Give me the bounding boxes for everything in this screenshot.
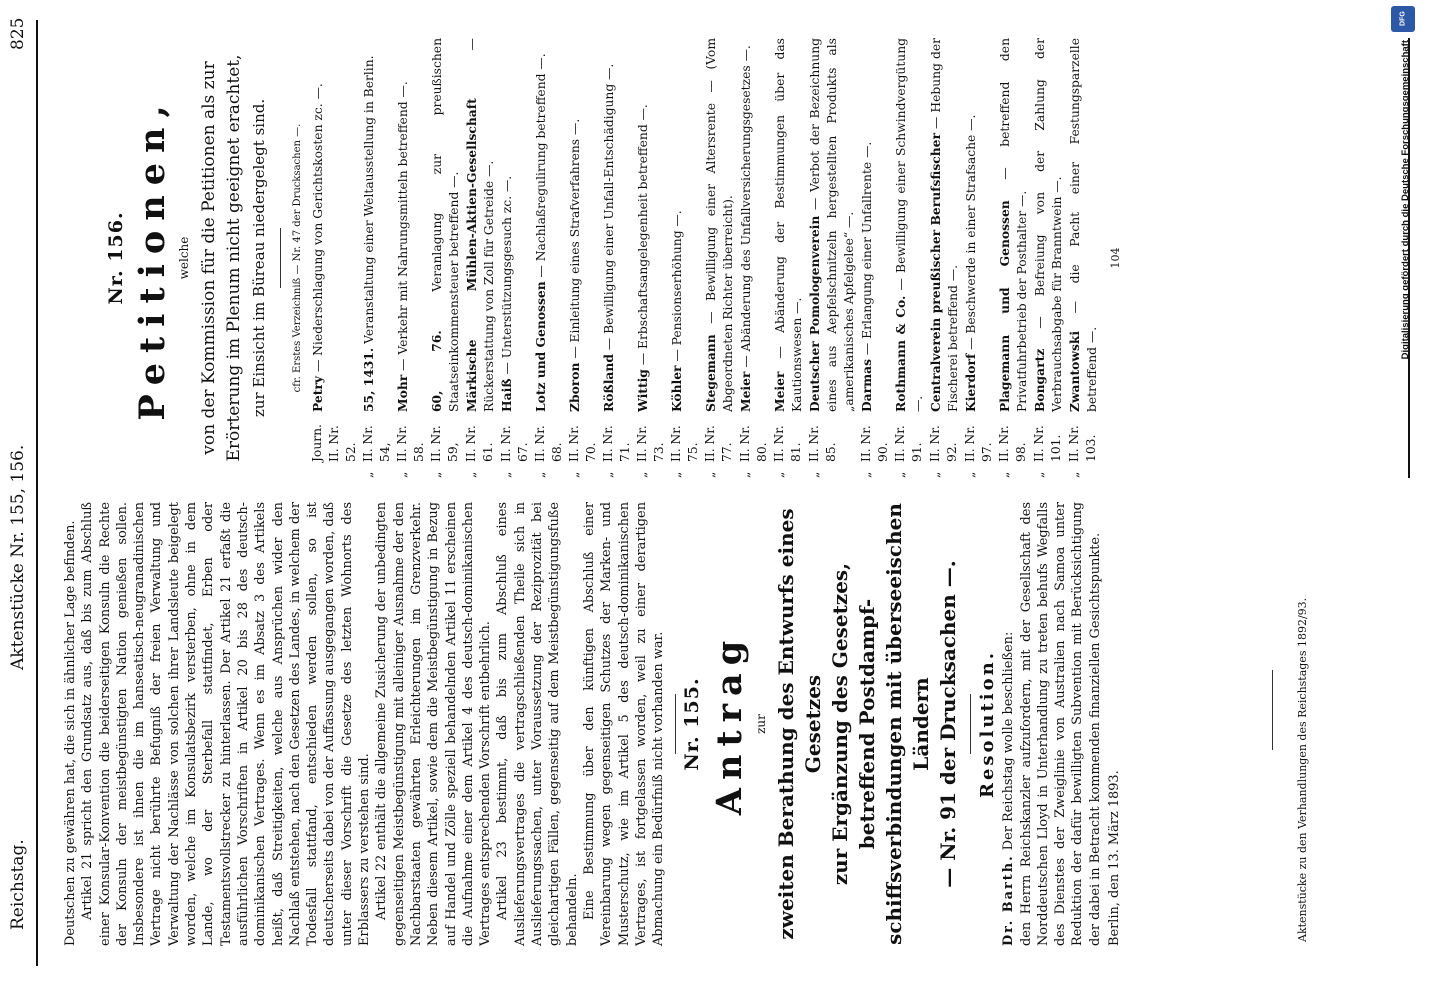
quote-mark: „ xyxy=(634,471,649,478)
petitioner-name: Lotz und Genossen xyxy=(532,281,548,412)
petition-text xyxy=(962,38,996,412)
petitioner-name: Meier xyxy=(737,371,753,412)
petitioner-name: Zboron xyxy=(566,362,582,412)
quote-mark: „ xyxy=(532,471,547,478)
resolution-text: den Herrn Reichskanzler aufzufordern, mit der Gesellschaft des Norddeutschen Lloyd in Unterhandlung zu treten behufs Wegfalls des Dienstes der Zweiglinie von Australien nach Samoa unter Reduktion der dafür bewilligten Subvention mit Berücksichtigung der dabei in Betracht kommenden finanziellen Gesichtspunkte. xyxy=(1018,502,1103,946)
header-center: Aktenstücke Nr. 155, 156. xyxy=(8,444,28,670)
petitioner-name: Deutscher Pomologenverein xyxy=(806,215,822,412)
petitioner-name: 60, 76. xyxy=(428,330,444,412)
subject-line: schiffsverbindungen mit überseeischen Ländern xyxy=(881,503,933,945)
petition-entry xyxy=(1066,38,1101,478)
petition-entry xyxy=(1031,38,1066,478)
petition-subject: — Verbot der Bezeichnung eines aus Aepfelschnitzeln hergestellten Produkts als „amerikanisches Apfelgelee“ —. xyxy=(807,38,856,412)
quote-mark: „ xyxy=(1031,471,1046,478)
petition-text xyxy=(498,38,532,412)
quote-mark: „ xyxy=(702,471,717,478)
petition-entry xyxy=(806,38,858,478)
journal-number: II. Nr. 59, xyxy=(428,425,460,462)
journal-number: II. Nr. 90. xyxy=(858,425,890,462)
journal-number: II. Nr. 54, xyxy=(360,425,392,462)
quote-mark: „ xyxy=(996,471,1011,478)
quote-mark: „ xyxy=(927,471,942,478)
journal-number: II. Nr. 73. xyxy=(634,425,666,462)
right-column xyxy=(62,38,1124,478)
document-title-petitionen: Petitionen, xyxy=(132,95,174,421)
petition-entry xyxy=(532,38,566,478)
petition-entry xyxy=(428,38,463,478)
petition-text xyxy=(309,38,360,412)
petition-text xyxy=(394,38,428,412)
petition-entry xyxy=(394,38,428,478)
petition-subject: — betreffend den Privatfuhrbetrieb der Posthalter —. xyxy=(997,38,1029,412)
continuation-paragraph: Deutschen zu gewähren hat, die sich in ähnlicher Lage befinden. xyxy=(63,520,78,946)
petition-text xyxy=(532,38,566,412)
quote-mark: „ xyxy=(600,471,615,478)
petition-entry xyxy=(634,38,668,478)
petition-subject: — Abänderung des Unfallversicherungsgesetzes —. xyxy=(738,45,753,368)
petition-subject: — Hebung der Fischerei betreffend —. xyxy=(928,38,960,412)
journal-number: II. Nr. 98. xyxy=(996,425,1028,462)
description-line: von der Kommission für die Petitionen als zur xyxy=(198,61,219,455)
petition-text xyxy=(428,38,463,412)
petition-entry xyxy=(600,38,634,478)
petition-text xyxy=(771,38,806,412)
petitioner-name: Bongartz xyxy=(1031,348,1047,412)
quote-mark: „ xyxy=(360,471,375,478)
petitioner-name: Haiß xyxy=(498,378,514,412)
petition-text xyxy=(566,38,600,412)
petition-list xyxy=(309,38,1101,478)
journal-number: II. Nr. 68. xyxy=(532,425,564,462)
document-number-155: Nr. 155. xyxy=(681,677,704,771)
quote-mark: „ xyxy=(962,471,977,478)
petitioner-name: 55, 1431. xyxy=(360,347,376,412)
petition-entry xyxy=(566,38,600,478)
petition-entry xyxy=(996,38,1031,478)
page-signature: 104 xyxy=(1108,247,1122,269)
petitioner-name: Rothmann & Co. xyxy=(892,295,908,412)
journal-number: II. Nr. 67. xyxy=(498,425,530,462)
journal-number: II. Nr. 75. xyxy=(668,425,700,462)
petition-entry xyxy=(892,38,927,478)
article-22-paragraph: Artikel 22 enthält die allgemeine Zusicherung der unbedingten gegenseitigen Meistbegünstigung mit alleiniger Ausnahme der den Nachbarstaaten gewährten Erleichterungen im Grenzverkehr. Neben diesem Artikel, sowie dem die Meistbegünstigung in Bezug auf Handel und Zölle speziell behandelnden Artikel 11 erscheinen die Aufnahme einer dem Artikel 4 des deutsch-dominikanischen Vertrages entsprechenden Vorschrift entbehrlich. xyxy=(374,502,494,946)
article-23-paragraph: Artikel 23 bestimmt, daß bis zum Abschluß eines Auslieferungsvertrages die vertragschließenden Theile sich in Auslieferungssachen, unter Voraussetzung der Reziprozität bei gleichartigen Fällen, gegenseitig auf dem Meistbegünstigungsfuße behandeln. xyxy=(495,502,580,946)
petitioner-name: Centralverein preußischer Berufsfischer xyxy=(927,133,943,412)
journal-number: II. Nr. 92. xyxy=(927,425,959,462)
petitioner-name: Köhler xyxy=(668,365,684,412)
petition-text xyxy=(927,38,962,412)
petitioner-name: Kierdorf xyxy=(962,353,978,412)
footer-rule xyxy=(1272,670,1273,750)
journal-number: II. Nr. 91. xyxy=(892,425,924,462)
petition-entry xyxy=(927,38,962,478)
quote-mark: „ xyxy=(463,471,478,478)
quote-mark: „ xyxy=(668,471,683,478)
quote-mark: „ xyxy=(892,471,907,478)
petition-subject: — Einleitung eines Strafverfahrens —. xyxy=(567,118,582,359)
quote-mark: „ xyxy=(394,471,409,478)
petition-entry xyxy=(858,38,892,478)
zur-label: zur xyxy=(753,714,768,734)
quote-mark: „ xyxy=(1066,471,1081,478)
petitioner-name: Märkische Mühlen-Aktien-Gesellschaft xyxy=(463,98,479,412)
petitioner-name: Meier xyxy=(771,371,787,412)
petition-subject: Veranlagung zur preußischen Staatseinkommensteuer betreffend —. xyxy=(429,38,461,412)
journal-number: II. Nr. 61. xyxy=(463,425,495,462)
digitization-stamp: Digitalisierung gefördert durch die Deutsche Forschungsgemeinschaft xyxy=(1400,40,1411,360)
petition-entry xyxy=(360,38,394,478)
petition-subject: — Erbschaftsangelegenheit betreffend —. xyxy=(635,104,650,366)
petitioner-name: Rößland xyxy=(600,354,616,412)
petition-entry xyxy=(771,38,806,478)
petition-subject: — Abänderung der Bestimmungen über das Kautionswesen —. xyxy=(772,38,804,412)
petition-subject: — Rückerstattung von Zoll für Getreide —. xyxy=(464,38,496,412)
petition-subject: Veranstaltung einer Weltausstellung in Berlin. xyxy=(361,55,376,344)
journal-number: II. Nr. 70. xyxy=(566,425,598,462)
petition-subject: — Bewilligung einer Altersrente — (Vom Abgeordneten Richter überreicht). xyxy=(703,38,735,412)
journal-number: II. Nr. 58. xyxy=(394,425,426,462)
petition-text xyxy=(600,38,634,412)
petition-text xyxy=(702,38,737,412)
petition-text xyxy=(737,38,771,412)
petition-entry xyxy=(309,38,360,478)
quote-mark: „ xyxy=(498,471,513,478)
date-line: Berlin, den 13. März 1893. xyxy=(1107,770,1123,946)
petition-text xyxy=(668,38,702,412)
petition-text xyxy=(634,38,668,412)
closing-paragraph: Eine Bestimmung über den künftigen Abschluß einer Vereinbarung wegen gegenseitigen Schutzes der Marken- und Musterschutz, wie im Artikel 5 des deutsch-dominikanischen Vertrages, ist fortgelassen worden, weil zu einer derartigen Abmachung ein Bedürfniß nicht vorhanden war. xyxy=(581,502,667,946)
petition-entry xyxy=(463,38,498,478)
description-line: zur Einsicht im Büreau niedergelegt sind. xyxy=(249,98,268,418)
petition-text xyxy=(996,38,1031,412)
petition-text xyxy=(892,38,927,412)
petition-entry xyxy=(702,38,737,478)
petition-entry xyxy=(962,38,996,478)
article-21-paragraph: Artikel 21 spricht den Grundsatz aus, daß bis zum Abschluß einer Konsular-Konvention die beiderseitigen Konsuln die Rechte der Konsuln der meistbegünstigten Nation genießen sollen. Insbesondere ist ihnen die im hanseatisch-neugranadinischen Vertrage nicht berührte Befugniß der freien Verwaltung und Verwaltung der Nachlässe von solchen ihrer Landsleute beigelegt worden, welche im Konsulatsbezirk versterben, ohne in dem Lande, wo der Sterbefall stattfindet, Erben oder Testamentsvollstrecker zu hinterlassen. Der Artikel 21 erfaßt die ausführlichen Vorschriften in Artikel 20 bis 28 des deutsch-dominikanischen Vertrages. Wenn es im Absatz 3 des Artikels heißt, daß Streitigkeiten, welche aus Ansprüchen wider den Nachlaß entstehen, nach den Gesetzen des Landes, in welchem der Todesfall stattfand, entschieden werden sollen, so ist deutscherseits dabei von der Auffassung ausgegangen worden, daß unter dieser Vorschrift die Gesetze des letzten Wohnorts des Erblassers zu verstehen sind. xyxy=(80,502,373,946)
quote-mark: „ xyxy=(737,471,752,478)
quote-mark: „ xyxy=(566,471,581,478)
petition-entry xyxy=(737,38,771,478)
resolution-intro: Der Reichstag wolle beschließen: xyxy=(1001,631,1017,851)
journal-number: II. Nr. 81. xyxy=(771,425,803,462)
petition-subject: — die Pacht einer Festungsparzelle betreffend —. xyxy=(1067,38,1099,412)
header-rule xyxy=(36,20,38,966)
petitioner-name: Darmas xyxy=(858,358,874,412)
petitioner-name: Plagemann und Genossen xyxy=(996,200,1012,412)
petition-text xyxy=(806,38,858,412)
section-divider xyxy=(675,694,676,754)
petitioner-name: Mohr xyxy=(394,374,410,412)
subject-line: zweiten Berathung des Entwurfs eines Gesetzes xyxy=(773,508,825,940)
petition-text xyxy=(1031,38,1066,412)
petition-subject: — Bewilligung einer Schwindvergütung —. xyxy=(893,38,925,412)
page-number: 825 xyxy=(8,17,28,50)
journal-number: II. Nr. 97. xyxy=(962,425,994,462)
quote-mark: „ xyxy=(806,471,821,478)
petition-subject: — Erlangung einer Unfallrente —. xyxy=(859,141,874,356)
journal-number: II. Nr. 101. xyxy=(1031,425,1063,462)
quote-mark: „ xyxy=(428,471,443,478)
petition-entry xyxy=(668,38,702,478)
journal-number: II. Nr. 103. xyxy=(1066,425,1098,462)
index-reference: cfr. Erstes Verzeichniß — Nr. 47 der Drucksachen —. xyxy=(291,123,303,393)
section-divider xyxy=(970,694,971,754)
subject-line: — Nr. 91 der Drucksachen —. xyxy=(935,560,960,888)
petition-subject: — Verkehr mit Nahrungsmitteln betreffend —. xyxy=(395,81,410,371)
petitioner-name: Zwantowski xyxy=(1066,330,1082,412)
journal-number: II. Nr. 71. xyxy=(600,425,632,462)
petition-subject: — Unterstützungsgesuch zc. —. xyxy=(499,175,514,375)
petition-entry xyxy=(498,38,532,478)
petitioner-name: Petry xyxy=(309,375,325,412)
journal-number: II. Nr. 85. xyxy=(806,425,838,462)
petition-text xyxy=(1066,38,1101,412)
quote-mark: „ xyxy=(858,471,873,478)
petition-subject: — Befreiung von der Zahlung der Verbrauchsabgabe für Branntwein —. xyxy=(1032,38,1064,412)
resolution-heading: Resolution. xyxy=(976,650,998,798)
left-column xyxy=(62,502,1123,946)
petitioner-name: Wittig xyxy=(634,369,650,412)
petition-subject: — Beschwerde in einer Strafsache —. xyxy=(963,114,978,350)
petition-subject: — Nachlaßregulirung betreffend —. xyxy=(533,53,548,278)
petition-subject: — Bewilligung einer Unfall-Entschädigung —. xyxy=(601,63,616,351)
document-number-156: Nr. 156. xyxy=(105,211,127,305)
journal-number: II. Nr. 80. xyxy=(737,425,769,462)
description-line: Erörterung im Plenum nicht geeignet erachtet, xyxy=(223,54,244,462)
petitioner-name: Stegemann xyxy=(702,334,718,412)
footer-note: Aktenstücke zu den Verhandlungen des Reichstages 1892/93. xyxy=(1296,597,1309,942)
quote-mark xyxy=(309,462,360,478)
petition-subject: — Pensionserhöhung —. xyxy=(669,210,684,362)
signer-name: Dr. Barth. xyxy=(1001,854,1017,946)
petition-text xyxy=(858,38,892,412)
journal-number: II. Nr. 77. xyxy=(702,425,734,462)
petition-text xyxy=(360,38,394,412)
document-title-antrag: Antrag xyxy=(708,632,750,816)
subject-line: zur Ergänzung des Gesetzes, betreffend Postdampf- xyxy=(827,562,879,886)
dfg-logo-text: DFG xyxy=(1399,11,1407,27)
petition-subject: — Niederschlagung von Gerichtskosten zc. —. xyxy=(310,83,325,373)
header-left: Reichstag. xyxy=(8,839,28,930)
section-divider xyxy=(280,228,281,288)
journal-number: Journ. II. Nr. 52. xyxy=(309,424,358,462)
welche-label: welche xyxy=(177,236,192,280)
petition-text xyxy=(463,38,498,412)
quote-mark: „ xyxy=(771,471,786,478)
